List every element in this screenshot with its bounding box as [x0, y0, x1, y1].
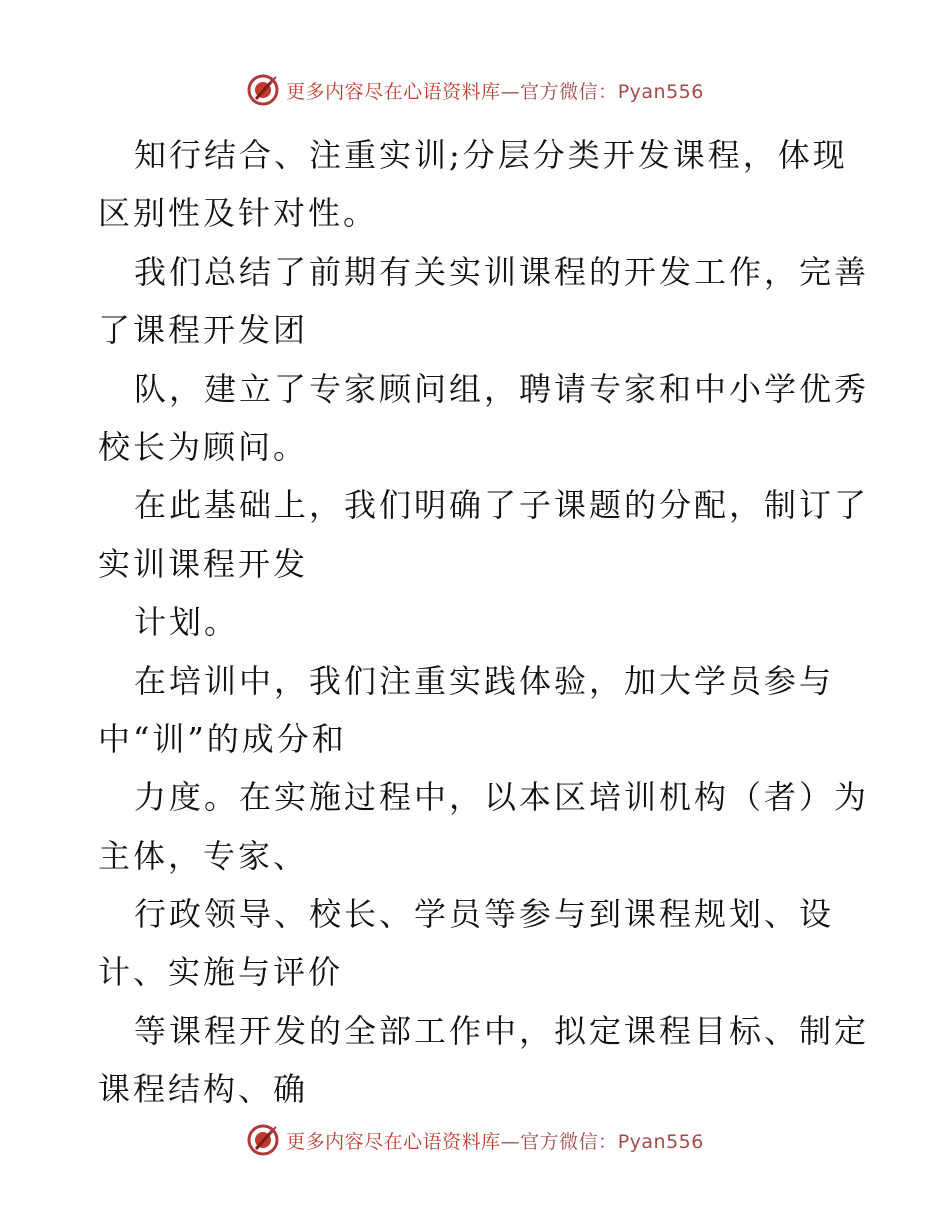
text-line: 校长为顾问。: [98, 427, 309, 466]
text-line: 计、实施与评价: [98, 953, 344, 992]
text-line: 我们总结了前期有关实训课程的开发工作，完善: [134, 252, 870, 291]
footer-text: [286, 1127, 704, 1154]
text-line: 区别性及针对性。: [98, 194, 379, 233]
footer-banner: [0, 1120, 950, 1160]
text-line: 计划。: [134, 603, 240, 642]
text-line: 力度。在实施过程中，以本区培训机构（者）为: [134, 778, 870, 817]
header-wechat-id: Pyan556: [617, 80, 704, 103]
text-line: 中“训”的成分和: [98, 719, 347, 758]
header-wechat-label: 官方微信：: [520, 80, 618, 103]
footer-separator: —: [500, 1130, 521, 1153]
header-banner: [0, 70, 950, 110]
text-line: 主体，专家、: [98, 836, 309, 875]
footer-wechat-id: Pyan556: [617, 1130, 704, 1153]
text-line: 在培训中，我们注重实践体验，加大学员参与: [134, 661, 835, 700]
footer-brand: 更多内容尽在心语资料库: [286, 1130, 501, 1153]
text-line: 知行结合、注重实训;分层分类开发课程，体现: [134, 136, 848, 174]
header-separator: —: [500, 80, 521, 103]
text-line: 了课程开发团: [98, 311, 309, 350]
document-body: [98, 126, 870, 1119]
header-brand: 更多内容尽在心语资料库: [286, 80, 501, 103]
text-line: 课程结构、确: [98, 1070, 309, 1109]
footer-wechat-label: 官方微信：: [520, 1130, 618, 1153]
text-line: 等课程开发的全部工作中，拟定课程目标、制定: [134, 1011, 870, 1050]
seal-logo-icon: [246, 1123, 280, 1157]
text-line: 行政领导、校长、学员等参与到课程规划、设: [134, 895, 835, 934]
text-line: 队，建立了专家顾问组，聘请专家和中小学优秀: [134, 369, 870, 408]
text-line: 在此基础上，我们明确了子课题的分配，制订了: [134, 486, 870, 525]
text-line: 实训课程开发: [98, 544, 309, 583]
seal-logo-icon: [246, 73, 280, 107]
header-text: [286, 77, 704, 104]
